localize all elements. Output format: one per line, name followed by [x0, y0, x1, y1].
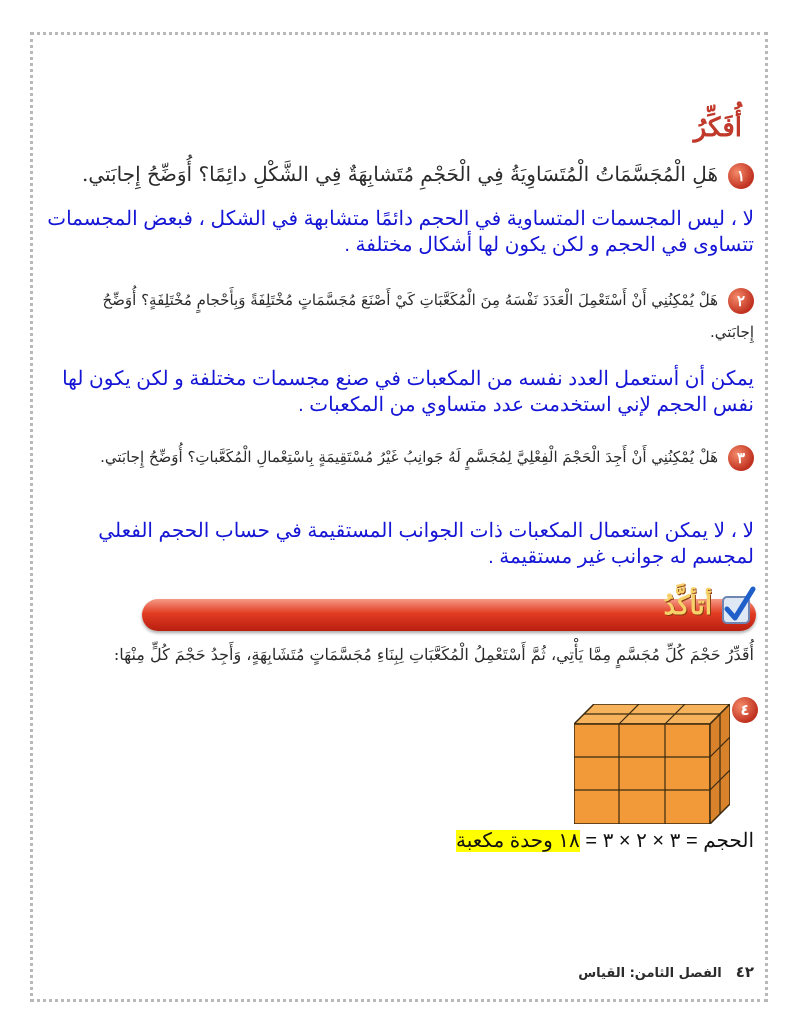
- cube-front-face: [574, 724, 710, 824]
- answer-2: يمكن أن أستعمل العدد نفسه من المكعبات في صنع مجسمات مختلفة و لكن يكون لها نفس الحجم لإني استخدمت عدد متساوي من المكعبات .: [62, 368, 754, 416]
- cube-figure: [574, 704, 730, 824]
- question-1-text: هَلِ الْمُجَسَّمَاتُ الْمُتَسَاوِيَةُ فِي الْحَجْمِ مُتَشابِهَةٌ فِي الشَّكْلِ دائِمًا؟ أُوَضِّحُ إِجابَتي.: [81, 162, 718, 186]
- question-2-number: ٢: [728, 288, 754, 314]
- page-footer: [578, 963, 754, 981]
- question-2-text: هَلْ يُمْكِنُنِي أَنْ أَسْتَعْمِلَ الْعَدَدَ نَفْسَهُ مِنَ الْمُكَعَّبَاتِ كَيْ أَصْنَعَ مُجَسَّمَاتٍ مُخْتَلِفَةً وَبِأَحْجامٍ مُخْتَلِفَةٍ؟ أُوَضِّحُ إِجابَتي.: [102, 291, 754, 341]
- checkmark-icon: [720, 585, 756, 629]
- volume-result: ١٨ وحدة مكعبة: [456, 830, 580, 852]
- question-1-number: ١: [728, 163, 754, 189]
- question-2: [54, 284, 754, 348]
- think-heading: أُفَكِّرُ: [693, 113, 742, 143]
- chapter-title: الفصل الثامن: القياس: [578, 966, 722, 981]
- answer-1: لا ، ليس المجسمات المتساوية في الحجم دائمًا متشابهة في الشكل ، فبعض المجسمات تتساوى في الحجم و لكن يكون لها أشكال مختلفة .: [47, 208, 754, 256]
- question-3: [54, 441, 754, 473]
- volume-answer: [456, 828, 754, 853]
- answer-3: لا ، لا يمكن استعمال المكعبات ذات الجوانب المستقيمة في حساب الحجم الفعلي لمجسم له جوانب غير مستقيمة .: [98, 520, 754, 568]
- check-instruction: أُقَدِّرُ حَجْمَ كُلِّ مُجَسَّمٍ مِمَّا يَأْتِي، ثُمَّ أَسْتَعْمِلُ الْمُكَعَّبَاتِ لِبِنَاءِ مُجَسَّمَاتٍ مُتَشَابِهَةٍ، وَأَجِدُ حَجْمَ كُلٍّ مِنْهَا:: [113, 645, 754, 664]
- question-1: [82, 162, 754, 189]
- question-3-number: ٣: [728, 445, 754, 471]
- volume-expression: الحجم = ٣ × ٢ × ٣ =: [579, 830, 754, 852]
- question-3-text: هَلْ يُمْكِنُنِي أَنْ أَجِدَ الْحَجْمَ الْفِعْلِيَّ لِمُجَسَّمٍ لَهُ جَوانِبُ غَيْرُ مُسْتَقِيمَةٍ بِاسْتِعْمالِ الْمُكَعَّباتِ؟ أُوَضِّحُ إِجابَتي.: [100, 448, 718, 466]
- check-heading: أتأكَّدُ: [663, 591, 712, 621]
- item-4-number: ٤: [732, 697, 758, 723]
- page-number: ٤٢: [735, 963, 754, 981]
